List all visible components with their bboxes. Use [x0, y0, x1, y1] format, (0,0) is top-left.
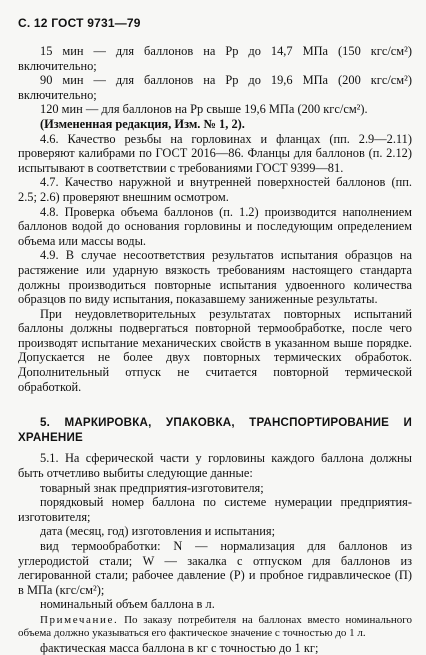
page-header: С. 12 ГОСТ 9731—79 — [18, 16, 141, 30]
paragraph-4-8: 4.8. Проверка объема баллонов (п. 1.2) производится наполнением баллонов водой до основания горловины и последующим определением объема или массы воды. — [18, 204, 412, 248]
paragraph-repeat-tests: При неудовлетворительных результатах повторных испытаний баллоны должны подвергаться повторной термообработке, после чего производят испытание механических свойств в указанном выше порядке. Допускается не более двух повторных термических обработок. Дополнительный отпуск не считается повторной термической обработкой. — [18, 306, 412, 394]
section-heading: 5. МАРКИРОВКА, УПАКОВКА, ТРАНСПОРТИРОВАНИЕ И ХРАНЕНИЕ — [18, 416, 412, 444]
list-item: фактическая масса баллона в кг с точностью до 1 кг; — [40, 640, 319, 655]
text-line: 120 мин — для баллонов на Pр свыше 19,6 МПа (200 кгс/см²). — [40, 102, 368, 117]
paragraph-4-7: 4.7. Качество наружной и внутренней поверхностей баллонов (пп. 2.5; 2.6) проверяют внешним осмотром. — [18, 175, 412, 204]
list-item: порядковый номер баллона по системе нумерации предприятия-изготовителя; — [18, 495, 412, 524]
paragraph-5-1: 5.1. На сферической части у горловины каждого баллона должны быть отчетливо выбиты следующие данные: — [18, 451, 412, 481]
text-line: 90 мин — для баллонов на Pр до 19,6 МПа (200 кгс/см²) включительно; — [18, 73, 412, 102]
text-line: 15 мин — для баллонов на Pр до 14,7 МПа (150 кгс/см²) включительно; — [18, 44, 412, 73]
list-item: вид термообработки: N — нормализация для баллонов из углеродистой стали; W — закалка с отпуском для баллонов из легированной стали; рабочее давление (P) и пробное гидравлическое (П) в МПа (кгс/см²); — [18, 539, 412, 597]
document-body — [18, 44, 412, 655]
list-item: дата (месяц, год) изготовления и испытания; — [40, 524, 276, 539]
paragraph-4-9: 4.9. В случае несоответствия результатов испытания образцов на растяжение или ударную вязкость требованиям настоящего стандарта должны производиться повторные испытания удвоенного количества образцов по виду испытания, показавшему заниженные результаты. — [18, 248, 412, 307]
list-item: номинальный объем баллона в л. — [40, 597, 215, 612]
note-text: По заказу потребителя на баллонах вместо номинального объема должно указываться его фактическое значение с точностью до 1 л. — [18, 613, 412, 640]
paragraph-4-6: 4.6. Качество резьбы на горловинах и фланцах (пп. 2.9—2.11) проверяют калибрами по ГОСТ 2016—86. Фланцы для баллонов (п. 2.12) испытывают в соответствии с требованиями ГОСТ 9399—81. — [18, 131, 412, 175]
note — [18, 614, 412, 641]
note-label: Примечание. — [40, 613, 119, 626]
list-item: товарный знак предприятия-изготовителя; — [40, 480, 264, 495]
revision-note: (Измененная редакция, Изм. № 1, 2). — [40, 116, 245, 131]
